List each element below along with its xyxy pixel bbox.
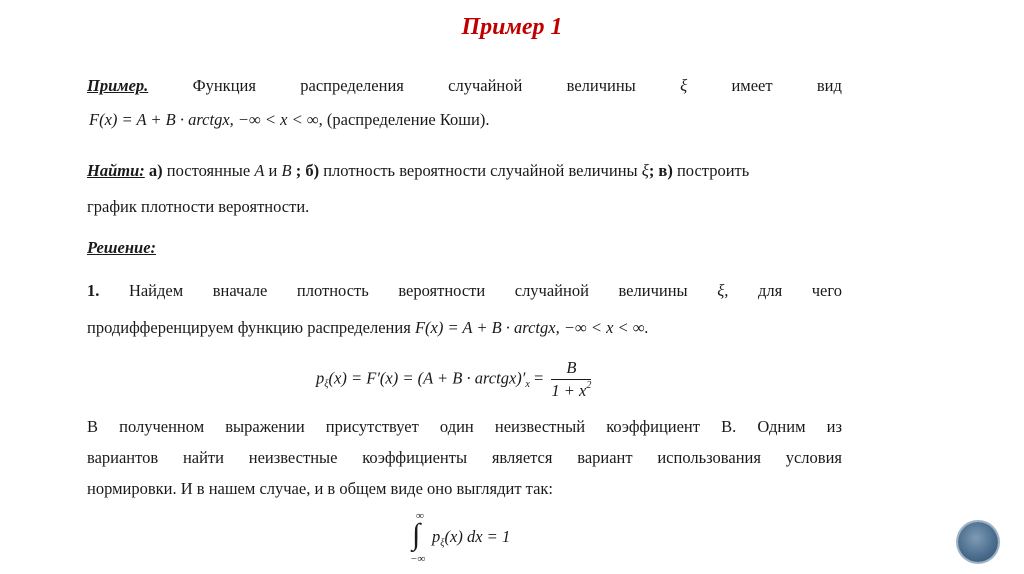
step-1-text: продифференцируем функцию распределения bbox=[87, 318, 411, 337]
word: величины bbox=[566, 76, 636, 95]
item-a-label: а) bbox=[148, 161, 163, 180]
integral-upper-limit: ∞ bbox=[416, 510, 424, 522]
word: вид bbox=[816, 76, 842, 95]
example-label: Пример. bbox=[87, 76, 149, 95]
cdf-formula: F(x) = A + B · arctgx, −∞ < x < ∞ bbox=[89, 110, 319, 129]
denominator-exponent: 2 bbox=[586, 380, 592, 391]
item-c-text: построить bbox=[676, 161, 750, 180]
word: чего bbox=[811, 281, 842, 300]
conjunction: и bbox=[268, 161, 278, 180]
xi-symbol: ξ bbox=[680, 76, 688, 95]
integrand bbox=[432, 527, 510, 547]
denominator-base: 1 + x bbox=[551, 381, 587, 400]
slide-title: Пример 1 bbox=[461, 14, 563, 40]
integral-expression: (x) dx = 1 bbox=[444, 527, 511, 546]
density-formula bbox=[316, 358, 591, 401]
example-paragraph bbox=[87, 75, 842, 131]
xi-symbol: ξ, bbox=[717, 281, 729, 300]
step-1-paragraph bbox=[87, 280, 842, 339]
normalization-paragraph bbox=[87, 416, 842, 500]
task-label: Найти: bbox=[87, 161, 145, 180]
example-line-2 bbox=[87, 109, 842, 131]
para3-line-3: нормировки. И в нашем случае, и в общем виде оно выглядит так: bbox=[87, 479, 554, 498]
cdf-formula-repeat: F(x) = A + B · arctgx, −∞ < x < ∞. bbox=[414, 318, 649, 337]
word: распределения bbox=[300, 76, 404, 95]
integral-sign: ∫ bbox=[412, 518, 421, 551]
equals-sign: = bbox=[533, 368, 544, 388]
density-symbol: p bbox=[316, 368, 325, 388]
word: плотность bbox=[296, 281, 369, 300]
item-b-text: плотность вероятности случайной величины bbox=[323, 161, 638, 180]
density-fraction bbox=[551, 358, 591, 401]
var-a: A bbox=[254, 161, 265, 180]
item-c-label: ; в) bbox=[648, 161, 673, 180]
step-1-line-1 bbox=[87, 280, 842, 302]
fraction-numerator: B bbox=[551, 358, 591, 380]
word: случайной bbox=[514, 281, 589, 300]
item-a-text: постоянные bbox=[166, 161, 251, 180]
example-line-1 bbox=[87, 75, 842, 97]
word: случайной bbox=[448, 76, 523, 95]
word: вероятности bbox=[398, 281, 486, 300]
cauchy-note: , (распределение Коши). bbox=[318, 110, 490, 129]
fraction-denominator bbox=[551, 380, 591, 401]
density-subscript: ξ bbox=[324, 379, 329, 391]
derivative-subscript: x bbox=[525, 379, 530, 391]
step-number: 1. bbox=[87, 281, 100, 300]
var-b: B bbox=[281, 161, 292, 180]
task-paragraph bbox=[87, 160, 842, 218]
para3-line-2: вариантов найти неизвестные коэффициенты является вариант использования условия bbox=[87, 448, 842, 467]
task-line-1 bbox=[87, 160, 842, 182]
word: Найдем bbox=[128, 281, 184, 300]
item-b-label: ; б) bbox=[295, 161, 320, 180]
xi-symbol: ξ bbox=[641, 161, 649, 180]
word: для bbox=[757, 281, 783, 300]
step-1-line-2 bbox=[87, 317, 842, 339]
integral-lower-limit: −∞ bbox=[410, 553, 426, 565]
word: величины bbox=[618, 281, 688, 300]
density-symbol: p bbox=[432, 527, 441, 546]
solution-label: Решение: bbox=[87, 238, 157, 257]
slide-decoration-icon bbox=[958, 522, 998, 562]
word: Функция bbox=[192, 76, 256, 95]
task-line-2: график плотности вероятности. bbox=[87, 197, 310, 216]
derivative-expression: (x) = F′(x) = (A + B · arctgx)′ bbox=[328, 368, 526, 388]
density-subscript: ξ bbox=[440, 538, 445, 549]
word: вначале bbox=[212, 281, 268, 300]
para3-line-1: В полученном выражении присутствует один неизвестный коэффициент B. Одним из bbox=[87, 417, 842, 436]
word: имеет bbox=[731, 76, 773, 95]
